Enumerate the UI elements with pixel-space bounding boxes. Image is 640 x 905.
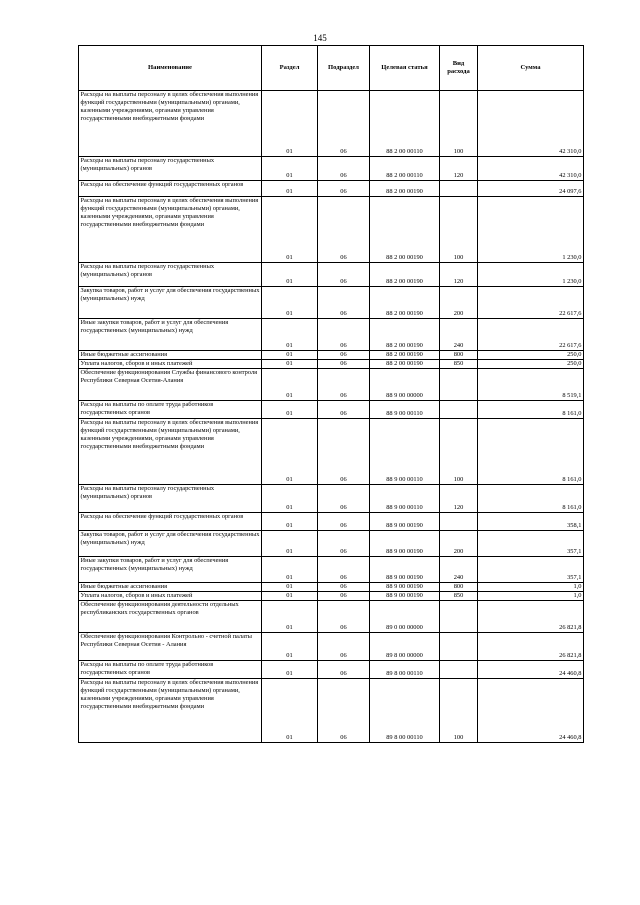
table-row: [79, 661, 584, 679]
row-target: 88 9 00 00190: [370, 583, 440, 592]
row-sum: 8 161,0: [478, 485, 584, 513]
row-target: 88 2 00 00190: [370, 319, 440, 351]
table-row: [79, 601, 584, 633]
row-target: 88 9 00 00000: [370, 369, 440, 401]
row-podrazdel: 06: [318, 633, 370, 661]
row-vid: 200: [440, 287, 478, 319]
table-row: [79, 197, 584, 263]
row-sum: 8 161,0: [478, 401, 584, 419]
row-name: Расходы на обеспечение функций государственных органов: [79, 513, 262, 531]
table-row: [79, 263, 584, 287]
row-vid: 850: [440, 592, 478, 601]
row-name: Иные закупки товаров, работ и услуг для обеспечения государственных (муниципальных) нужд: [79, 557, 262, 583]
header-row: [79, 46, 584, 91]
row-sum: 357,1: [478, 557, 584, 583]
row-name: Расходы на выплаты по оплате труда работников государственных органов: [79, 401, 262, 419]
row-sum: 22 617,6: [478, 319, 584, 351]
table-row: [79, 369, 584, 401]
row-podrazdel: 06: [318, 583, 370, 592]
row-vid: [440, 633, 478, 661]
row-podrazdel: 06: [318, 287, 370, 319]
row-podrazdel: 06: [318, 679, 370, 743]
row-name: Расходы на выплаты персоналу в целях обеспечения выполнения функций государственными (муниципальными) органами, казенными учреждениями, органами управления государственными внебюджетными фондами: [79, 197, 262, 263]
row-razdel: 01: [262, 369, 318, 401]
row-podrazdel: 06: [318, 360, 370, 369]
row-vid: 240: [440, 319, 478, 351]
row-podrazdel: 06: [318, 181, 370, 197]
row-target: 88 2 00 00190: [370, 287, 440, 319]
row-name: Обеспечение функционирования деятельности отдельных республиканских государственных органов: [79, 601, 262, 633]
row-vid: [440, 661, 478, 679]
row-name: Обеспечение функционирования Контрольно - счетной палаты Республики Северная Осетия - Алания: [79, 633, 262, 661]
row-name: Расходы на выплаты по оплате труда работников государственных органов: [79, 661, 262, 679]
row-name: Закупка товаров, работ и услуг для обеспечения государственных (муниципальных) нужд: [79, 287, 262, 319]
row-sum: 42 310,0: [478, 91, 584, 157]
row-target: 88 2 00 00110: [370, 157, 440, 181]
row-vid: 100: [440, 197, 478, 263]
row-podrazdel: 06: [318, 369, 370, 401]
row-target: 88 2 00 00190: [370, 181, 440, 197]
row-sum: 26 821,8: [478, 633, 584, 661]
row-podrazdel: 06: [318, 557, 370, 583]
row-sum: 1,0: [478, 592, 584, 601]
page-number: 145: [313, 33, 327, 43]
row-name: Уплата налогов, сборов и иных платежей: [79, 360, 262, 369]
row-sum: 22 617,6: [478, 287, 584, 319]
table-row: [79, 319, 584, 351]
row-target: 88 2 00 00190: [370, 351, 440, 360]
row-target: 89 8 00 00110: [370, 679, 440, 743]
row-name: Иные бюджетные ассигнования: [79, 351, 262, 360]
row-sum: 8 161,0: [478, 419, 584, 485]
row-name: Расходы на выплаты персоналу в целях обеспечения выполнения функций государственными (муниципальными) органами, казенными учреждениями, органами управления государственными внебюджетными фондами: [79, 91, 262, 157]
row-sum: 250,0: [478, 351, 584, 360]
header-vid: Вид расхода: [440, 46, 478, 91]
row-vid: 240: [440, 557, 478, 583]
row-sum: 26 821,8: [478, 601, 584, 633]
table-row: [79, 287, 584, 319]
row-vid: 120: [440, 485, 478, 513]
row-podrazdel: 06: [318, 351, 370, 360]
row-razdel: 01: [262, 601, 318, 633]
row-target: 88 9 00 00190: [370, 531, 440, 557]
row-sum: 1 230,0: [478, 197, 584, 263]
row-razdel: 01: [262, 633, 318, 661]
row-vid: 100: [440, 679, 478, 743]
row-podrazdel: 06: [318, 661, 370, 679]
row-razdel: 01: [262, 157, 318, 181]
row-razdel: 01: [262, 91, 318, 157]
row-sum: 1,0: [478, 583, 584, 592]
row-razdel: 01: [262, 360, 318, 369]
row-sum: 1 230,0: [478, 263, 584, 287]
table-row: [79, 679, 584, 743]
row-sum: 42 310,0: [478, 157, 584, 181]
row-razdel: 01: [262, 351, 318, 360]
row-vid: 100: [440, 419, 478, 485]
row-vid: [440, 181, 478, 197]
row-razdel: 01: [262, 592, 318, 601]
row-podrazdel: 06: [318, 485, 370, 513]
row-target: 88 9 00 00110: [370, 419, 440, 485]
header-target: Целевая статья: [370, 46, 440, 91]
row-razdel: 01: [262, 485, 318, 513]
row-name: Обеспечение функционирования Службы финансового контроля Республики Северная Осетия-Алания: [79, 369, 262, 401]
row-name: Расходы на выплаты персоналу государственных (муниципальных) органов: [79, 485, 262, 513]
row-razdel: 01: [262, 661, 318, 679]
row-podrazdel: 06: [318, 419, 370, 485]
row-vid: 800: [440, 583, 478, 592]
row-name: Закупка товаров, работ и услуг для обеспечения государственных (муниципальных) нужд: [79, 531, 262, 557]
table-row: [79, 531, 584, 557]
row-name: Расходы на обеспечение функций государственных органов: [79, 181, 262, 197]
row-razdel: 01: [262, 263, 318, 287]
row-podrazdel: 06: [318, 592, 370, 601]
row-podrazdel: 06: [318, 263, 370, 287]
row-sum: 357,1: [478, 531, 584, 557]
row-name: Расходы на выплаты персоналу в целях обеспечения выполнения функций государственными (муниципальными) органами, казенными учреждениями, органами управления государственными внебюджетными фондами: [79, 679, 262, 743]
row-vid: 120: [440, 263, 478, 287]
table-row: [79, 592, 584, 601]
row-name: Расходы на выплаты персоналу в целях обеспечения выполнения функций государственными (муниципальными) органами, казенными учреждениями, органами управления государственными внебюджетными фондами: [79, 419, 262, 485]
row-name: Иные закупки товаров, работ и услуг для обеспечения государственных (муниципальных) нужд: [79, 319, 262, 351]
row-target: 88 2 00 00190: [370, 197, 440, 263]
header-sum: Сумма: [478, 46, 584, 91]
header-name: Наименование: [79, 46, 262, 91]
row-podrazdel: 06: [318, 157, 370, 181]
header-podrazdel: Подраздел: [318, 46, 370, 91]
row-podrazdel: 06: [318, 197, 370, 263]
row-sum: 8 519,1: [478, 369, 584, 401]
row-razdel: 01: [262, 287, 318, 319]
table-row: [79, 351, 584, 360]
table-row: [79, 401, 584, 419]
row-podrazdel: 06: [318, 531, 370, 557]
row-target: 88 9 00 00190: [370, 557, 440, 583]
row-vid: [440, 369, 478, 401]
row-target: 89 8 00 00000: [370, 633, 440, 661]
row-razdel: 01: [262, 181, 318, 197]
row-sum: 24 460,8: [478, 661, 584, 679]
table-row: [79, 557, 584, 583]
table-row: [79, 513, 584, 531]
row-target: 88 9 00 00110: [370, 485, 440, 513]
row-razdel: 01: [262, 401, 318, 419]
row-target: 88 9 00 00190: [370, 513, 440, 531]
row-vid: [440, 401, 478, 419]
row-name: Иные бюджетные ассигнования: [79, 583, 262, 592]
row-vid: [440, 513, 478, 531]
row-vid: [440, 601, 478, 633]
row-podrazdel: 06: [318, 319, 370, 351]
row-razdel: 01: [262, 583, 318, 592]
row-name: Расходы на выплаты персоналу государственных (муниципальных) органов: [79, 263, 262, 287]
row-vid: 200: [440, 531, 478, 557]
header-razdel: Раздел: [262, 46, 318, 91]
table-row: [79, 583, 584, 592]
table-row: [79, 360, 584, 369]
row-podrazdel: 06: [318, 513, 370, 531]
row-sum: 250,0: [478, 360, 584, 369]
row-razdel: 01: [262, 419, 318, 485]
table-body: [79, 91, 584, 743]
row-sum: 24 097,6: [478, 181, 584, 197]
row-vid: 850: [440, 360, 478, 369]
row-target: 88 2 00 00190: [370, 263, 440, 287]
row-target: 89 0 00 00000: [370, 601, 440, 633]
table-row: [79, 633, 584, 661]
budget-table: [78, 45, 584, 743]
row-target: 88 2 00 00190: [370, 360, 440, 369]
row-podrazdel: 06: [318, 91, 370, 157]
table-row: [79, 485, 584, 513]
table-row: [79, 181, 584, 197]
row-target: 88 2 00 00110: [370, 91, 440, 157]
table-row: [79, 157, 584, 181]
row-target: 88 9 00 00190: [370, 592, 440, 601]
row-name: Уплата налогов, сборов и иных платежей: [79, 592, 262, 601]
row-razdel: 01: [262, 531, 318, 557]
row-razdel: 01: [262, 679, 318, 743]
row-podrazdel: 06: [318, 401, 370, 419]
row-podrazdel: 06: [318, 601, 370, 633]
row-vid: 100: [440, 91, 478, 157]
row-razdel: 01: [262, 319, 318, 351]
row-target: 88 9 00 00110: [370, 401, 440, 419]
row-sum: 24 460,8: [478, 679, 584, 743]
row-razdel: 01: [262, 197, 318, 263]
row-name: Расходы на выплаты персоналу государственных (муниципальных) органов: [79, 157, 262, 181]
table-row: [79, 91, 584, 157]
row-vid: 800: [440, 351, 478, 360]
row-razdel: 01: [262, 513, 318, 531]
row-vid: 120: [440, 157, 478, 181]
row-razdel: 01: [262, 557, 318, 583]
row-sum: 358,1: [478, 513, 584, 531]
row-target: 89 8 00 00110: [370, 661, 440, 679]
table-row: [79, 419, 584, 485]
